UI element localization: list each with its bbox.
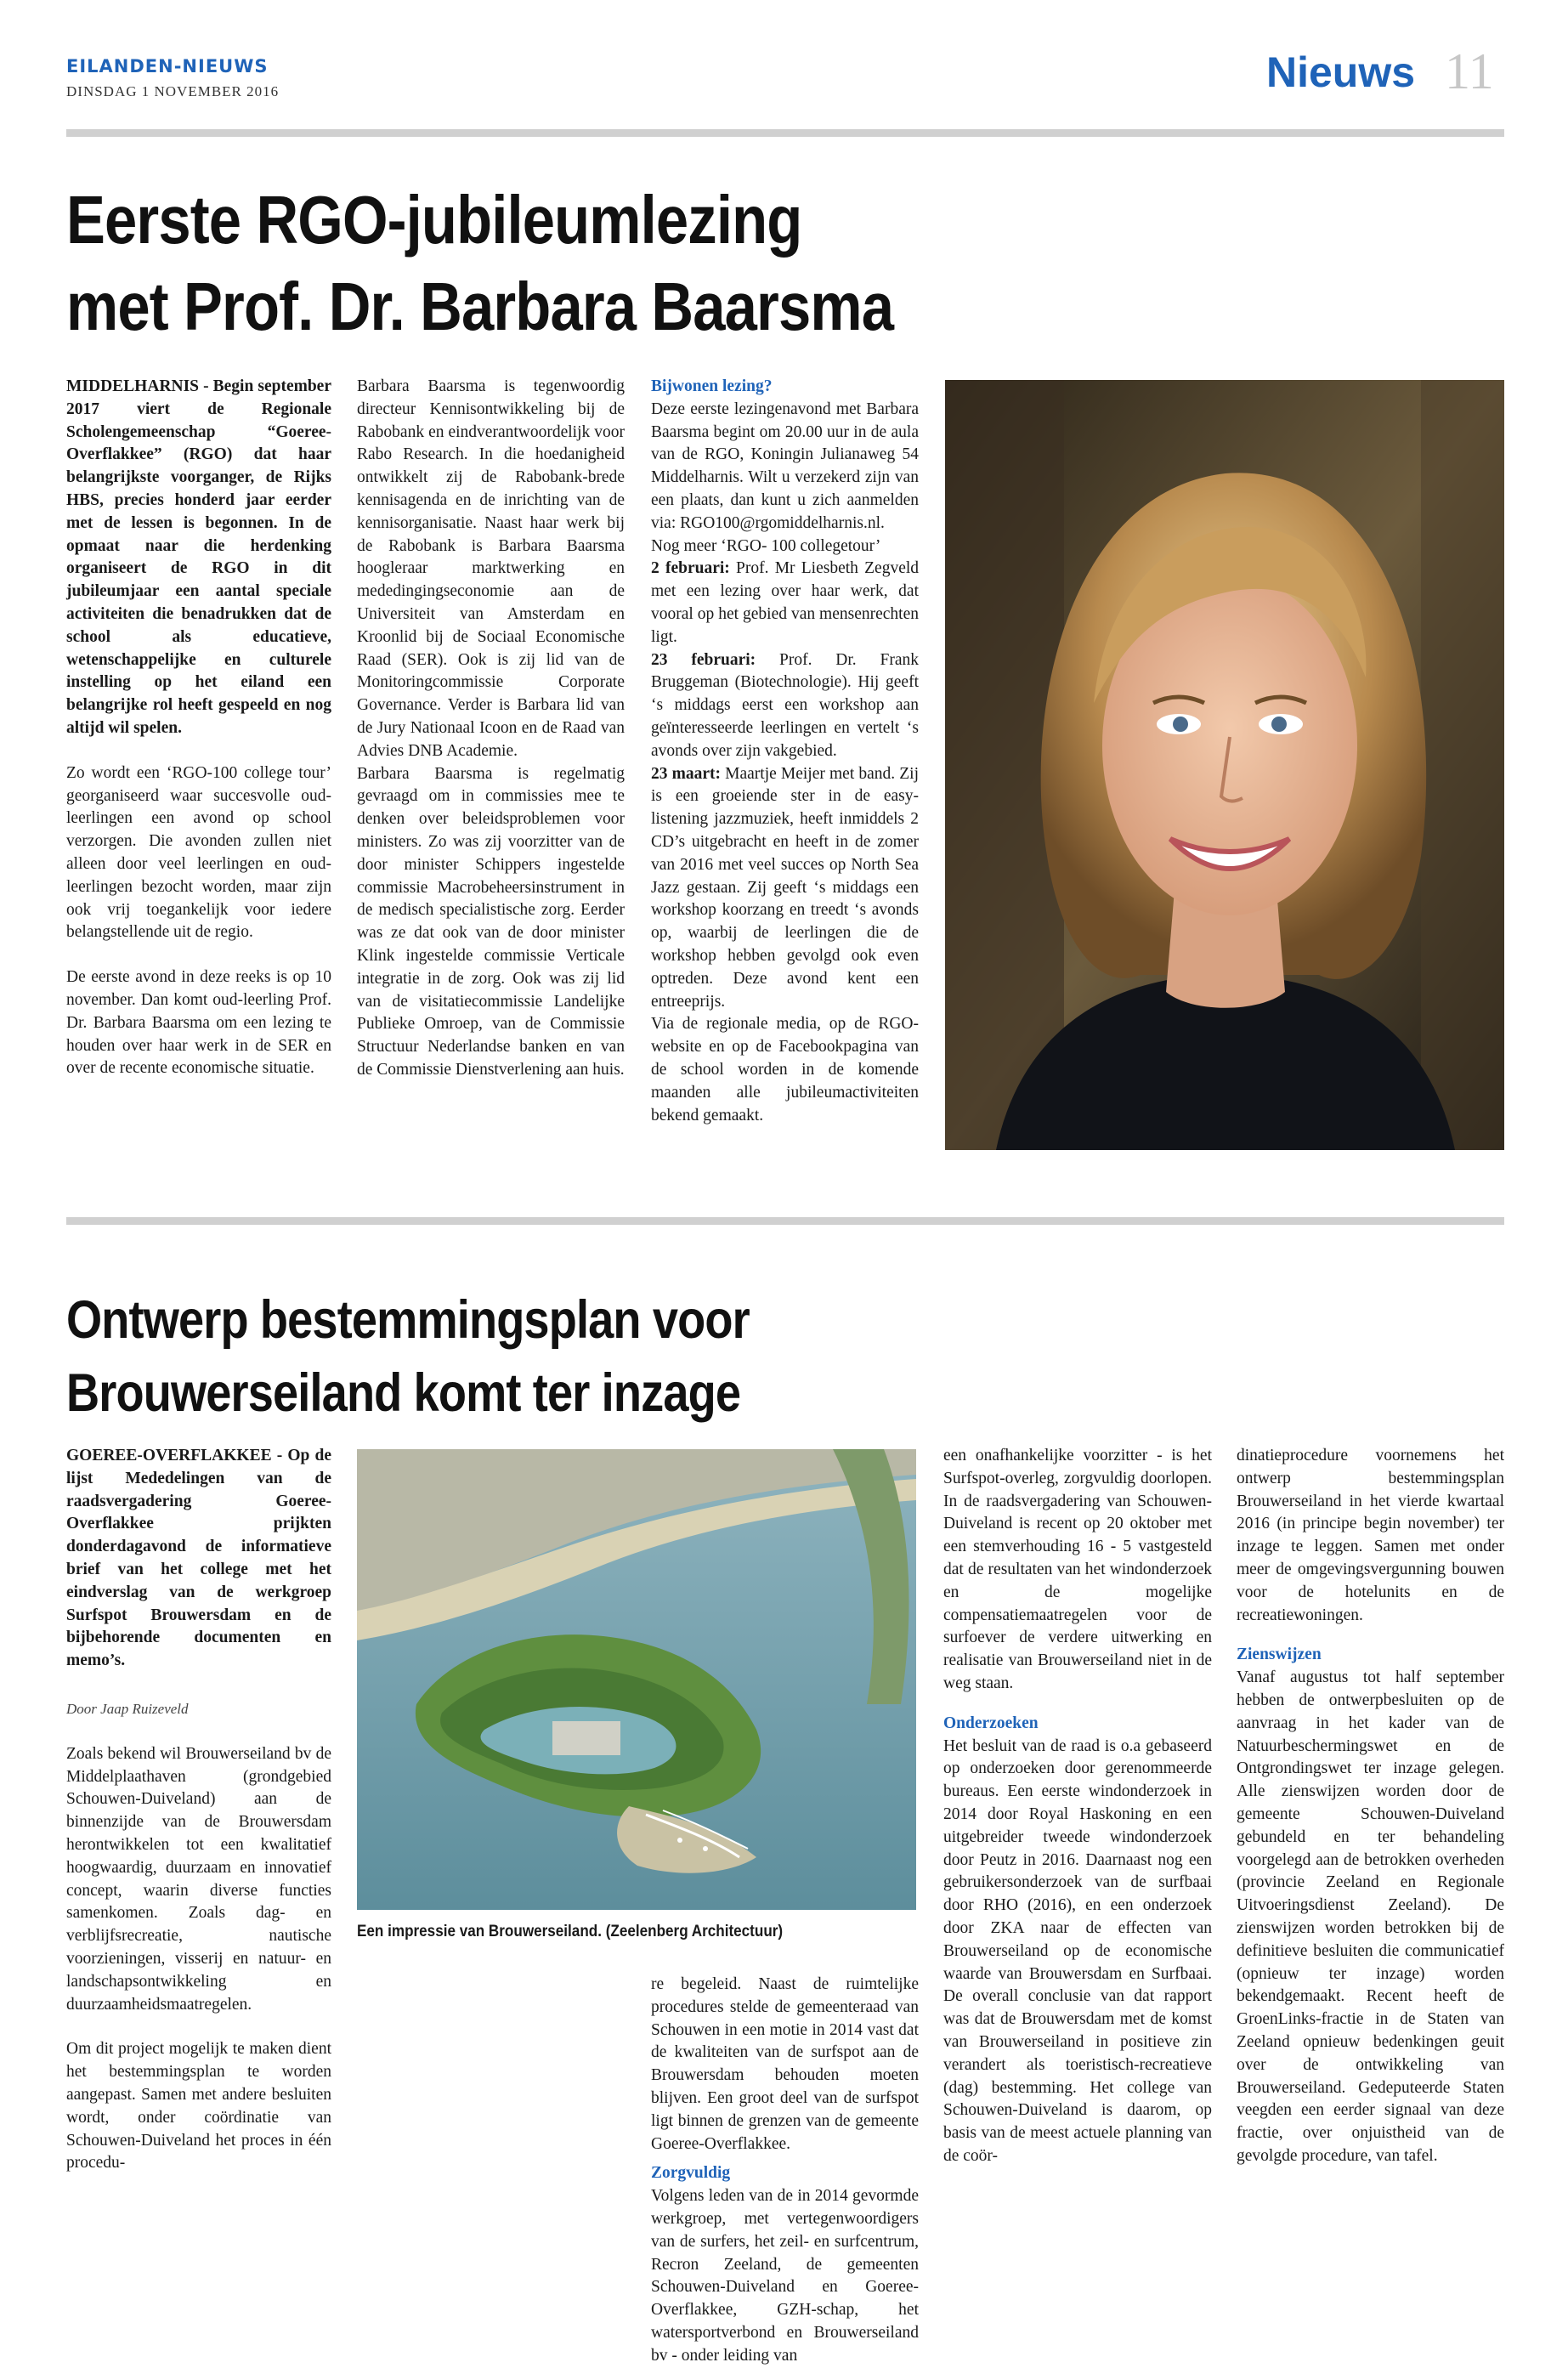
article1-date-item bbox=[651, 763, 919, 1014]
article2-paragraph: Om dit project mogelijk te maken dient het bestemmingsplan te worden aangepast. Samen met andere besluiten wordt, onder coördinatie van Schouwen-Duiveland het proces in één procedu- bbox=[66, 2040, 331, 2173]
article1-subheading: Bijwonen lezing? bbox=[651, 377, 773, 395]
article2-paragraph: Het besluit van de raad is o.a gebaseerd op onderzoeken door gerenommeerde bureaus. Een eerste windonderzoek in 2014 door Royal Haskoning en een uitgebreider tweede windonderzoek door Peutz in 2016. Daarnaast nog een gebruikersonderzoek van de surfbaai door RHO (2016), en een onderzoek door ZKA naar de effecten van Brouwerseiland op de economische waarde van Brouwersdam en Surfbaai. De overall conclusie van dat rapport was dat de Brouwersdam met de komst van Brouwerseiland in positieve zin verandert als toeristisch-recreatieve (dag) bestemming. Het college van Schouwen-Duiveland is daarom, op basis van de meest actuele planning van de coör- bbox=[943, 1736, 1212, 2165]
article2-paragraph: re begeleid. Naast de ruimtelijke procedures stelde de gemeenteraad van Schouwen in een motie in 2014 vast dat de kwaliteiten van de surfspot aan de Brouwersdam behouden moeten blijven. Een groot deel van de surfspot ligt binnen de grenzen van de gemeente Goeree-Overflakkee. bbox=[651, 1975, 919, 2153]
header-rule bbox=[66, 129, 1504, 137]
date-text: Maartje Meijer met band. Zij is een groeiende ster in de easy-listening jazzmuziek, heeft inmiddels 2 CD’s uitgebracht en heeft in de zomer van 2016 met veel succes op North Sea Jazz gestaan. Zij geeft ‘s middags een workshop koorzang en treedt ‘s avonds op, waarbij de leerlingen die de workshop hebben gevolgd ook even optreden. Deze avond kent een entreeprijs. bbox=[651, 764, 919, 1011]
brouwerseiland-impression-image bbox=[357, 1449, 916, 1910]
article2-headline bbox=[66, 1283, 1016, 1430]
date-label: 23 maart: bbox=[651, 764, 722, 783]
portrait-illustration bbox=[945, 380, 1504, 1150]
article2-column-3 bbox=[943, 1445, 1212, 2168]
portrait-photo bbox=[945, 380, 1504, 1150]
article1-paragraph: Via de regionale media, op de RGO-website en op de Facebookpagina van de school worden in de komende maanden alle jubileumactiviteiten bekend gemaakt. bbox=[651, 1015, 919, 1125]
article2-byline: Door Jaap Ruizeveld bbox=[66, 1700, 189, 1717]
article2-lead: GOEREE-OVERFLAKKEE - Op de lijst Mededelingen van de raadsvergadering Goeree-Overflakkee prijkten donderdagavond de informatieve brief van het college met het eindverslag van de werkgroep Surfspot Brouwersdam en de bijbehorende documenten en memo’s. bbox=[66, 1447, 331, 1670]
article1-paragraph: Zo wordt een ‘RGO-100 college tour’ georganiseerd waar succesvolle oud-leerlingen een avond op school verzorgen. Die avonden zullen niet alleen door veel leerlingen en oud-leerlingen bezocht worden, maar zijn ook vrij toegankelijk voor iedere belangstellende uit de regio. bbox=[66, 763, 331, 942]
date-label: 2 februari: bbox=[651, 559, 730, 578]
article2-subheading: Zorgvuldig bbox=[651, 2164, 731, 2183]
article1-headline-line1: Eerste RGO-jubileumlezing bbox=[66, 182, 802, 258]
article1-headline-line2: met Prof. Dr. Barbara Baarsma bbox=[66, 269, 894, 344]
article2-column-4 bbox=[1237, 1445, 1504, 2168]
article1-paragraph: De eerste avond in deze reeks is op 10 november. Dan komt oud-leerling Prof. Dr. Barbara Baarsma om een lezing te houden over haar werk in de SER en over de recente economische situatie. bbox=[66, 968, 331, 1078]
section-divider bbox=[66, 1217, 1504, 1225]
article1-date-item bbox=[651, 558, 919, 649]
article1-paragraph: Nog meer ‘RGO- 100 collegetour’ bbox=[651, 536, 881, 555]
article2-headline-line1: Ontwerp bestemmingsplan voor bbox=[66, 1290, 750, 1350]
section-title: Nieuws bbox=[1266, 48, 1416, 96]
article1-paragraph: Barbara Baarsma is tegenwoordig directeur Kennisontwikkeling bij de Rabobank en eindverantwoordelijk voor Rabo Research. In die hoedanigheid ontwikkelt zij de Rabobank-brede kennisagenda en de inrichting van de kennisorganisatie. Naast haar werk bij de Rabobank is Barbara Baarsma hoogleraar marktwerking en mededingingseconomie aan de Universiteit van Amsterdam en Kroonlid bij de Sociaal Economische Raad (SER). Ook is zij lid van de Monitoringcommissie Corporate Governance. Verder is Barbara lid van de Jury Nationaal Icoon en de Raad van Advies DNB Academie. bbox=[357, 377, 625, 760]
aerial-illustration bbox=[357, 1449, 916, 1910]
article1-column-2 bbox=[357, 376, 625, 1082]
masthead-logo: EILANDEN-NIEUWS bbox=[66, 56, 269, 76]
page-number: 11 bbox=[1445, 43, 1494, 99]
article2-paragraph: Vanaf augustus tot half september hebben de ontwerpbesluiten op de aanvraag in het kader van de Natuurbeschermingswet en de Ontgrondingswet ter inzage gelegen. Alle zienswijzen worden door de gemeente Schouwen-Duiveland gebundeld en ter behandeling voorgelegd aan de betrokken overheden (provincie Zeeland en Regionale Uitvoeringsdienst Zeeland). De zienswijzen worden betrokken bij de definitieve besluiten die communicatief (opnieuw ter inzage) worden bekendgemaakt. Recent heeft de GroenLinks-fractie in de Staten van Zeeland opnieuw bedenkingen geuit over de ontwikkeling van Brouwerseiland. Gedeputeerde Staten veegden een eerder signaal van deze fractie, over onjuistheid van de gevolgde procedure, van tafel. bbox=[1237, 1668, 1504, 2165]
article2-paragraph: dinatieprocedure voornemens het ontwerp bestemmingsplan Brouwerseiland in het vierde kwartaal 2016 (in principe begin november) ter inzage te leggen. Samen met onder meer de omgevingsvergunning bouwen voor de hotelunits en de recreatiewoningen. bbox=[1237, 1447, 1504, 1624]
article1-date-item bbox=[651, 649, 919, 763]
article2-column-2b bbox=[651, 1974, 919, 2368]
article1-column-1 bbox=[66, 376, 331, 1102]
image-caption: Een impressie van Brouwerseiland. (Zeelenberg Architectuur) bbox=[357, 1923, 784, 1940]
article1-headline bbox=[66, 177, 1016, 350]
article1-paragraph: Barbara Baarsma is regelmatig gevraagd om in commissies mee te denken over beleidsproblemen voor ministers. Zo was zij voorzitter van de door minister Schippers ingestelde commissie Macrobeheersinstrument in de medisch specialistische zorg. Eerder was ze dat ook van de door minister Klink ingestelde commissie Verticale integratie in de zorg. Ook was zij lid van de visitatiecommissie Landelijke Publieke Omroep, van de Commissie Structuur Nederlandse banken en van de Commissie Dienstverlening aan huis. bbox=[357, 764, 625, 1079]
article2-paragraph: Volgens leden van de in 2014 gevormde werkgroep, met vertegenwoordigers van de surfers, het zeil- en surfcentrum, Recron Zeeland, de gemeenten Schouwen-Duiveland en Goeree-Overflakkee, GZH-schap, het watersportverbond en Brouwerseiland bv - onder leiding van bbox=[651, 2187, 919, 2365]
article1-lead: MIDDELHARNIS - Begin september 2017 viert de Regionale Scholengemeenschap “Goeree-Overflakkee” (RGO) dat haar belangrijkste voorganger, de Rijks HBS, precies honderd jaar eerder met de lessen is begonnen. In de opmaat naar die herdenking organiseert de RGO in dit jubileumjaar een aantal speciale activiteiten die benadrukken dat de school als educatieve, wetenschappelijke en culturele instelling op het eiland een belangrijke rol heeft gespeeld en nog altijd wil spelen. bbox=[66, 377, 331, 737]
article2-paragraph: een onafhankelijke voorzitter - is het Surfspot-overleg, zorgvuldig doorlopen. In de raadsvergadering van Schouwen-Duiveland is recent op 20 oktober met een stemverhouding 16 - 5 vastgesteld dat de resultaten van het windonderzoek en de mogelijke compensatiemaatregelen voor de surfoever de verdere uitwerking en realisatie van Brouwerseiland niet in de weg staan. bbox=[943, 1447, 1212, 1692]
date-label: 23 februari: bbox=[651, 650, 756, 669]
date-text: Prof. Mr Liesbeth Zegveld met een lezing over haar werk, dat vooral op het gebied van mensenrechten ligt. bbox=[651, 559, 920, 646]
article2-paragraph: Zoals bekend wil Brouwerseiland bv de Middelplaathaven (grondgebied Schouwen-Duiveland) aan de binnenzijde van de Brouwersdam herontwikkelen tot een kwalitatief hoogwaardig, duurzaam en innovatief concept, waarin diverse functies samenkomen. Zoals dag- en verblijfsrecreatie, nautische voorzieningen, visserij en natuur- en landschapsontwikkeling en duurzaamheidsmaatregelen. bbox=[66, 1744, 331, 2014]
article2-subheading: Onderzoeken bbox=[943, 1714, 1039, 1732]
article2-headline-line2: Brouwerseiland komt ter inzage bbox=[66, 1363, 741, 1423]
article2-subheading: Zienswijzen bbox=[1237, 1646, 1322, 1664]
date-text: Prof. Dr. Frank Bruggeman (Biotechnologie). Hij geeft ‘s middags eerst een workshop aan geïnteresseerde leerlingen en vertelt ‘s avonds over zijn vakgebied. bbox=[651, 650, 920, 760]
article2-column-1 bbox=[66, 1445, 331, 2175]
publication-date: DINSDAG 1 NOVEMBER 2016 bbox=[66, 83, 280, 99]
article1-paragraph: Deze eerste lezingenavond met Barbara Baarsma begint om 20.00 uur in de aula van de RGO, Koningin Julianaweg 54 Middelharnis. Wilt u verzekerd zijn van een plaats, dan kunt u zich aanmelden via: RGO100@rgomiddelharnis.nl. bbox=[651, 399, 919, 532]
article1-column-3 bbox=[651, 376, 919, 1127]
